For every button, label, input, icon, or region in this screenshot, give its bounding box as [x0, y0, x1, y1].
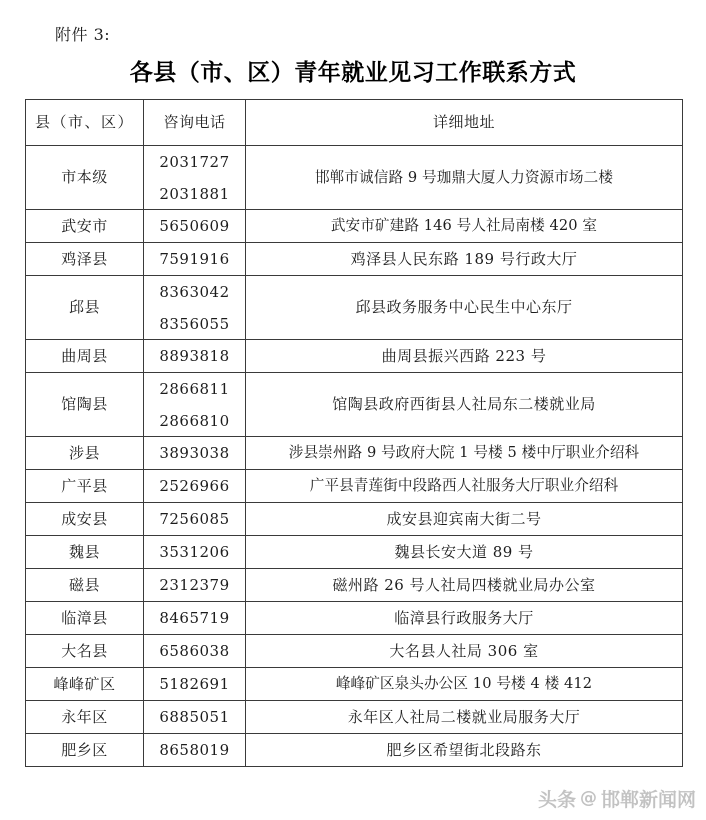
cell-county: 成安县 [26, 503, 144, 536]
cell-address: 大名县人社局 306 室 [246, 635, 683, 668]
cell-address: 永年区人社局二楼就业局服务大厅 [246, 701, 683, 734]
table-row [26, 243, 683, 276]
cell-phone: 7591916 [144, 243, 246, 276]
cell-county: 肥乡区 [26, 734, 144, 767]
table-row [26, 635, 683, 668]
watermark-prefix: 头条 [537, 789, 576, 811]
cell-address: 武安市矿建路 146 号人社局南楼 420 室 [246, 210, 683, 243]
cell-county: 涉县 [26, 437, 144, 470]
watermark-source: 邯郸新闻网 [600, 789, 696, 811]
phone-stack [146, 279, 243, 336]
cell-phone: 8658019 [144, 734, 246, 767]
phone-primary: 8363042 [159, 283, 230, 301]
table-row [26, 373, 683, 437]
table-row [26, 276, 683, 340]
cell-phone: 6586038 [144, 635, 246, 668]
cell-address: 磁州路 26 号人社局四楼就业局办公室 [246, 569, 683, 602]
cell-county: 魏县 [26, 536, 144, 569]
page-title: 各县（市、区）青年就业见习工作联系方式 [129, 60, 577, 86]
cell-address: 鸡泽县人民东路 189 号行政大厅 [246, 243, 683, 276]
contact-table-container [25, 99, 682, 767]
cell-phone: 7256085 [144, 503, 246, 536]
watermark [538, 785, 696, 812]
cell-county: 大名县 [26, 635, 144, 668]
cell-phone [144, 146, 246, 210]
cell-phone: 2526966 [144, 470, 246, 503]
table-body [26, 146, 683, 767]
cell-phone: 2312379 [144, 569, 246, 602]
cell-address: 肥乡区希望街北段路东 [246, 734, 683, 767]
cell-county: 武安市 [26, 210, 144, 243]
table-row [26, 536, 683, 569]
phone-stack [146, 149, 243, 206]
cell-phone: 5182691 [144, 668, 246, 701]
table-row [26, 701, 683, 734]
column-header-address: 详细地址 [246, 100, 683, 146]
cell-county: 广平县 [26, 470, 144, 503]
column-header-phone: 咨询电话 [144, 100, 246, 146]
cell-address: 峰峰矿区泉头办公区 10 号楼 4 楼 412 [246, 668, 683, 701]
table-row [26, 437, 683, 470]
cell-address: 成安县迎宾南大街二号 [246, 503, 683, 536]
table-header-row [26, 100, 683, 146]
table-header [26, 100, 683, 146]
cell-phone: 8893818 [144, 340, 246, 373]
table-row [26, 210, 683, 243]
phone-primary: 2866811 [159, 380, 230, 398]
contact-table [25, 99, 683, 767]
phone-stack [146, 376, 243, 433]
table-row [26, 734, 683, 767]
cell-address: 邯郸市诚信路 9 号珈鼎大厦人力资源市场二楼 [246, 146, 683, 210]
phone-secondary: 2866810 [159, 411, 230, 430]
table-row [26, 503, 683, 536]
cell-county: 永年区 [26, 701, 144, 734]
table-row [26, 340, 683, 373]
cell-phone: 8465719 [144, 602, 246, 635]
table-row [26, 146, 683, 210]
attachment-label: 附件 3: [55, 25, 111, 44]
cell-phone: 5650609 [144, 210, 246, 243]
cell-address: 广平县青莲街中段路西人社服务大厅职业介绍科 [246, 470, 683, 503]
cell-address: 曲周县振兴西路 223 号 [246, 340, 683, 373]
cell-county: 曲周县 [26, 340, 144, 373]
cell-address: 涉县崇州路 9 号政府大院 1 号楼 5 楼中厅职业介绍科 [246, 437, 683, 470]
cell-phone: 3893038 [144, 437, 246, 470]
phone-primary: 2031727 [159, 153, 230, 171]
table-row [26, 470, 683, 503]
cell-address: 魏县长安大道 89 号 [246, 536, 683, 569]
phone-secondary: 8356055 [159, 314, 230, 333]
cell-phone [144, 276, 246, 340]
cell-phone: 3531206 [144, 536, 246, 569]
cell-phone [144, 373, 246, 437]
cell-address: 馆陶县政府西街县人社局东二楼就业局 [246, 373, 683, 437]
cell-county: 临漳县 [26, 602, 144, 635]
cell-county: 磁县 [26, 569, 144, 602]
cell-county: 鸡泽县 [26, 243, 144, 276]
cell-address: 临漳县行政服务大厅 [246, 602, 683, 635]
cell-county: 馆陶县 [26, 373, 144, 437]
cell-phone: 6885051 [144, 701, 246, 734]
table-row [26, 602, 683, 635]
cell-county: 峰峰矿区 [26, 668, 144, 701]
cell-county: 市本级 [26, 146, 144, 210]
table-row [26, 668, 683, 701]
phone-secondary: 2031881 [159, 184, 230, 203]
cell-county: 邱县 [26, 276, 144, 340]
column-header-county: 县（市、区） [26, 100, 144, 146]
table-row [26, 569, 683, 602]
watermark-at-icon: @ [579, 788, 597, 808]
cell-address: 邱县政务服务中心民生中心东厅 [246, 276, 683, 340]
